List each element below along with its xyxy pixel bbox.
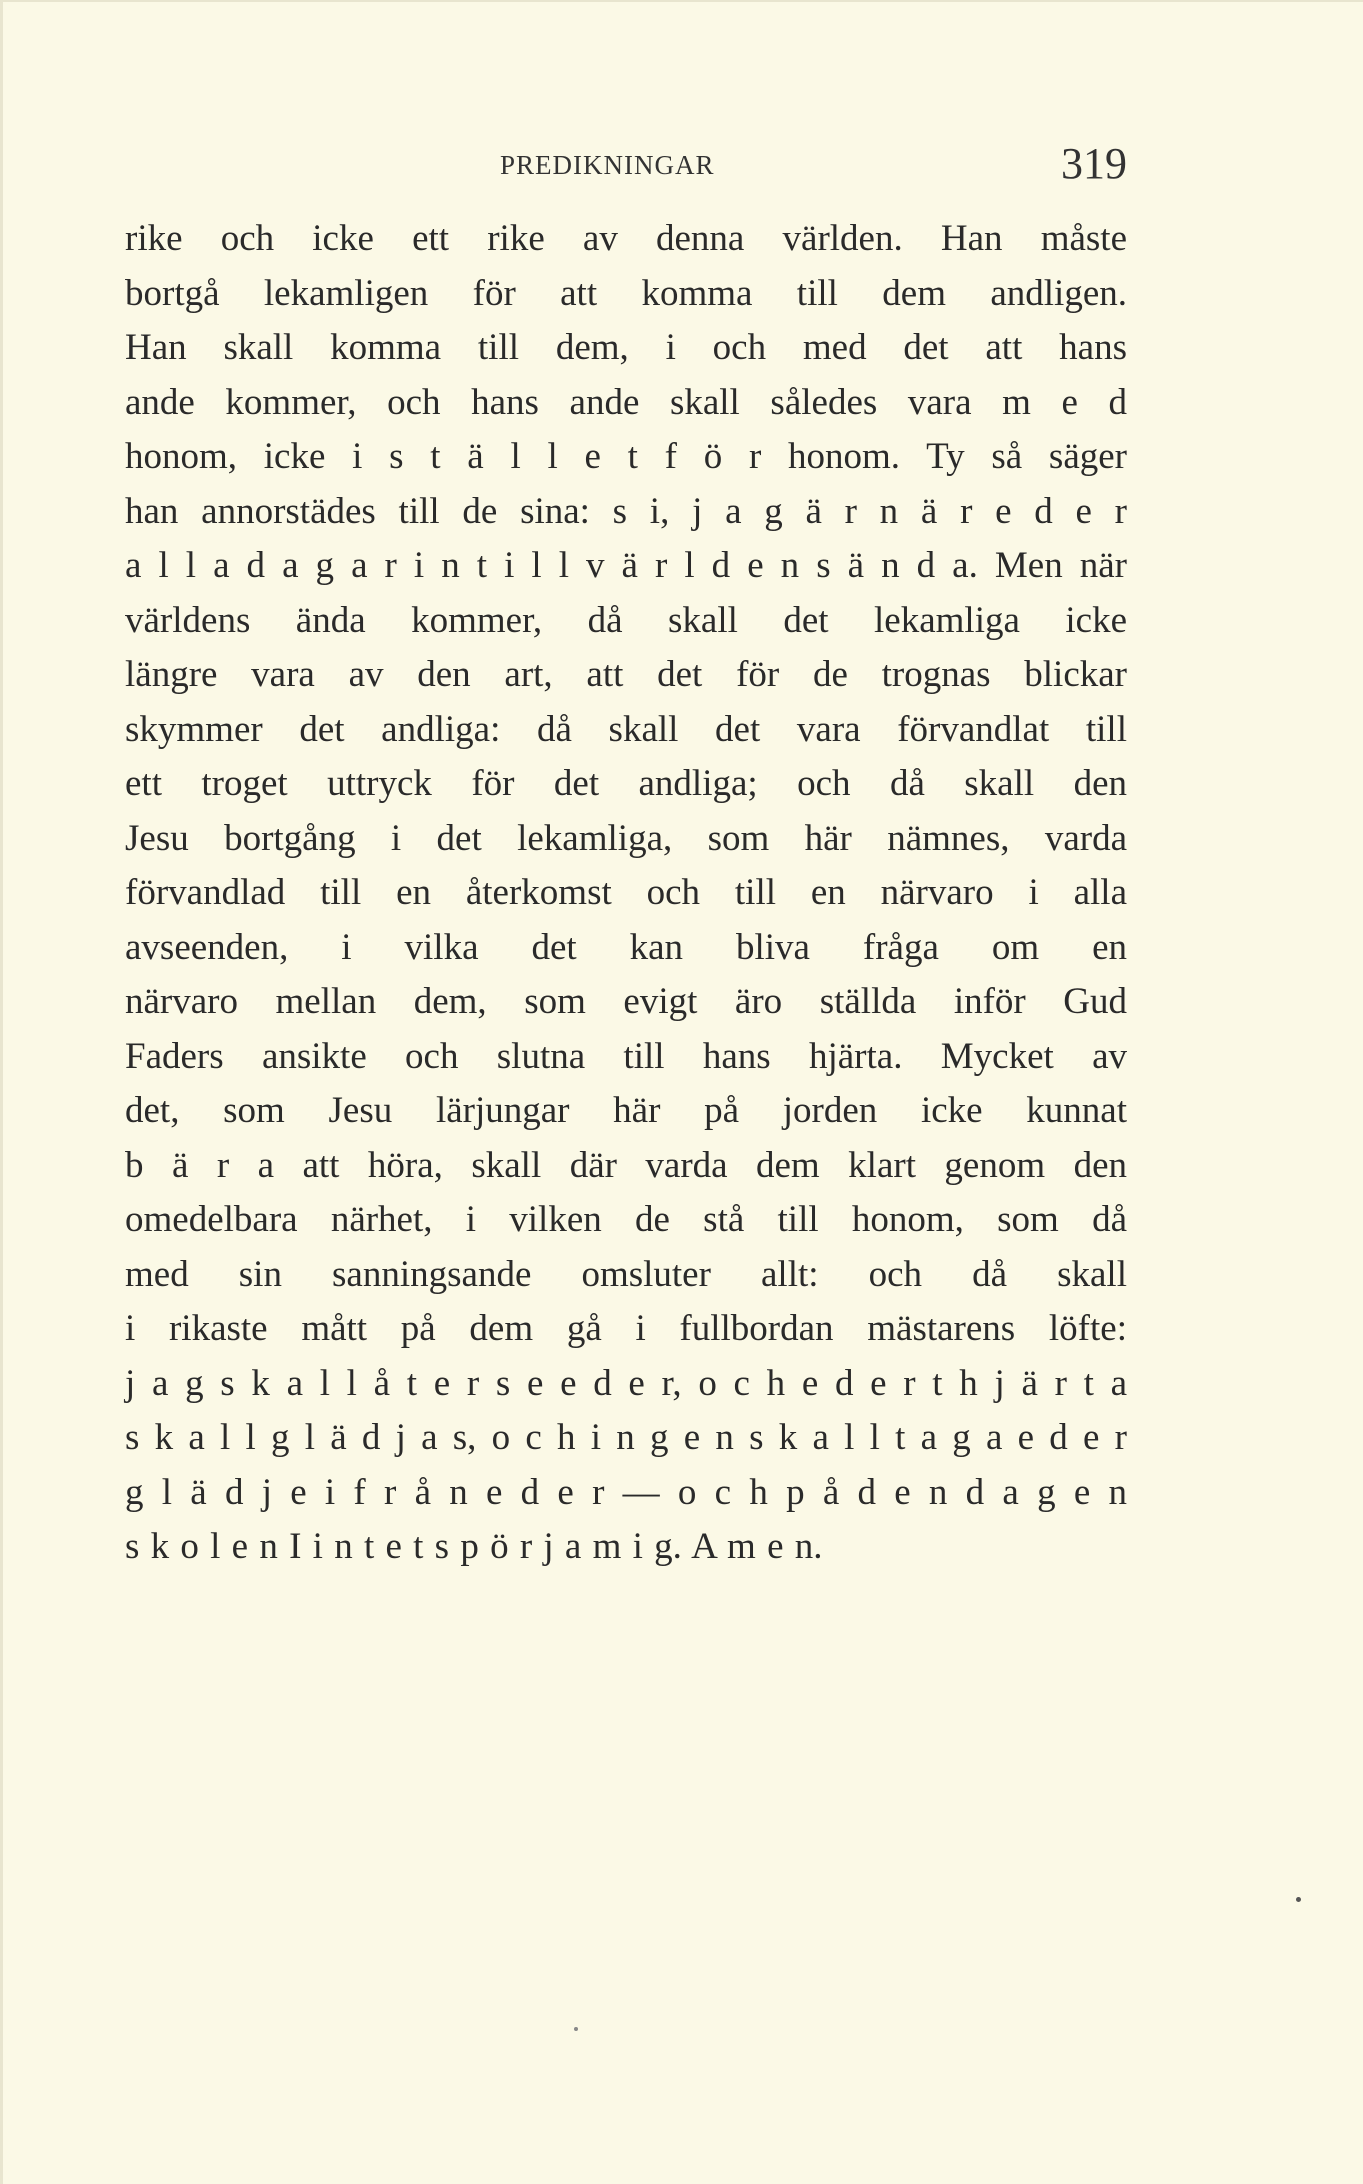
running-head — [125, 138, 1125, 188]
text-line: bortgå lekamligen för att komma till dem andligen. — [125, 272, 1127, 314]
text-line: j a g s k a l l å t e r s e e d e r, o c h e d e r t h j ä r t a — [125, 1362, 1127, 1404]
text-line: Han skall komma till dem, i och med det att hans — [125, 327, 1127, 368]
text-line: Jesu bortgång i det lekamliga, som här nämnes, varda — [125, 817, 1127, 859]
text-line: i rikaste mått på dem gå i fullbordan mästarens löfte: — [125, 1308, 1127, 1349]
text-line: g l ä d j e i f r å n e d e r — o c h p å d e n d a g e n — [125, 1471, 1127, 1513]
text-line: närvaro mellan dem, som evigt äro ställda inför Gud — [125, 981, 1127, 1022]
text-line: ande kommer, och hans ande skall således vara m e d — [125, 381, 1127, 423]
text-line: med sin sanningsande omsluter allt: och då skall — [125, 1253, 1127, 1295]
paper-speck — [574, 2027, 578, 2031]
body-text — [125, 212, 1127, 1575]
text-line: det, som Jesu lärjungar här på jorden icke kunnat — [125, 1090, 1127, 1131]
text-line: s k o l e n I i n t e t s p ö r j a m i g. A m e n. — [125, 1526, 823, 1567]
text-line: han annorstädes till de sina: s i, j a g ä r n ä r e d e r — [125, 490, 1127, 532]
text-line: avseenden, i vilka det kan bliva fråga om en — [125, 926, 1127, 968]
text-line: Faders ansikte och slutna till hans hjärta. Mycket av — [125, 1035, 1127, 1077]
text-line: längre vara av den art, att det för de trognas blickar — [125, 654, 1127, 695]
text-line: världens ända kommer, då skall det lekamliga icke — [125, 599, 1127, 641]
text-line: s k a l l g l ä d j a s, o c h i n g e n s k a l l t a g a e d e r — [125, 1417, 1127, 1458]
text-line: b ä r a att höra, skall där varda dem klart genom den — [125, 1144, 1127, 1186]
text-line: rike och icke ett rike av denna världen. Han måste — [125, 218, 1127, 259]
text-line: ett troget uttryck för det andliga; och då skall den — [125, 763, 1127, 804]
text-line: a l l a d a g a r i n t i l l v ä r l d e n s ä n d a. Men när — [125, 545, 1127, 586]
paper-speck — [1296, 1897, 1301, 1902]
running-title: PREDIKNINGAR — [500, 150, 715, 180]
page-number: 319 — [1061, 139, 1127, 188]
text-line: förvandlad till en återkomst och till en närvaro i alla — [125, 872, 1127, 913]
text-line: skymmer det andliga: då skall det vara förvandlat till — [125, 708, 1127, 750]
text-line: omedelbara närhet, i vilken de stå till honom, som då — [125, 1199, 1127, 1240]
text-line: honom, icke i s t ä l l e t f ö r honom. Ty så säger — [125, 436, 1127, 477]
